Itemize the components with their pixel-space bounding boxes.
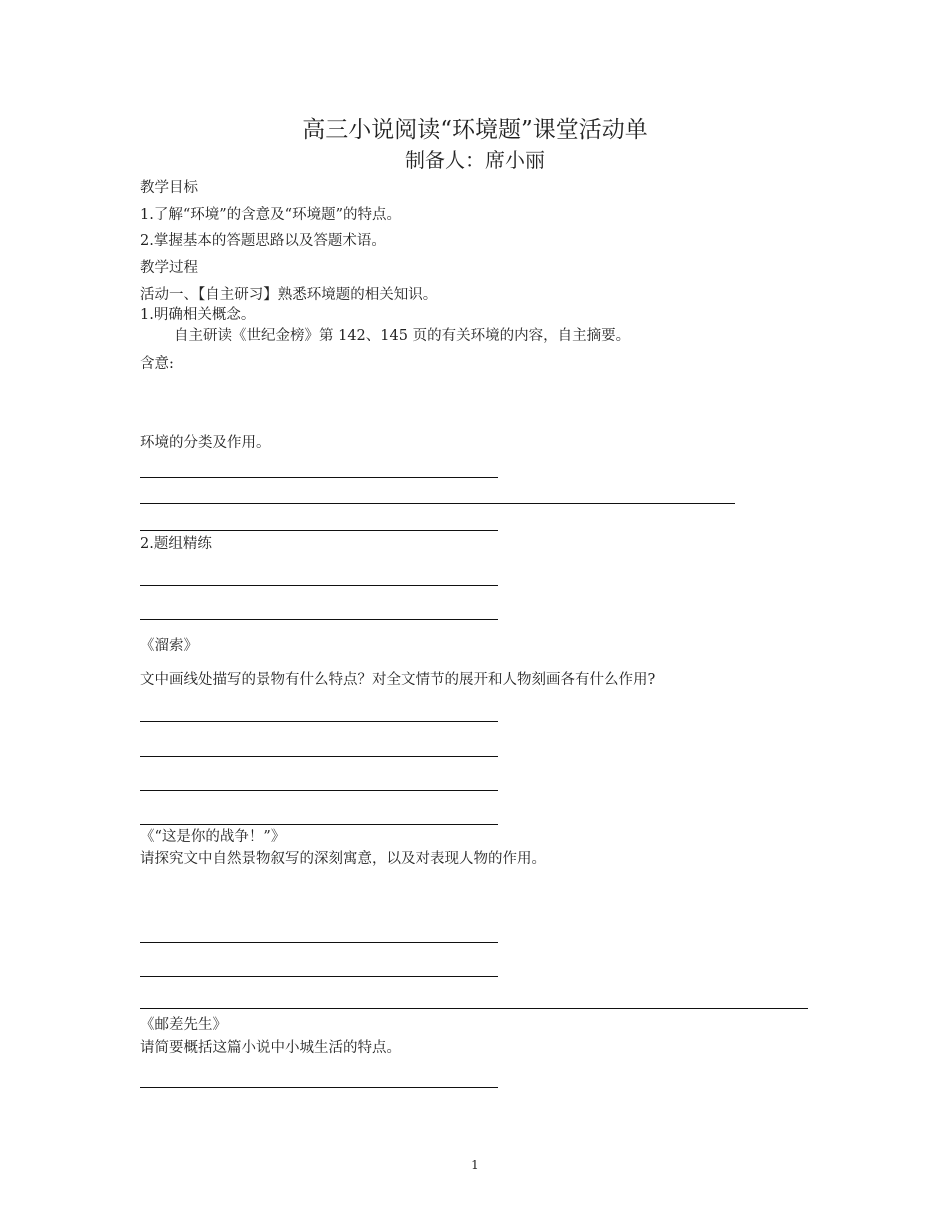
text-1-title: 《溜索》: [140, 638, 198, 654]
section-heading-goals: 教学目标: [140, 180, 198, 196]
classification-label: 环境的分类及作用。: [140, 435, 271, 451]
answer-line: [140, 790, 498, 791]
answer-line: [140, 756, 498, 757]
page-number: 1: [471, 1158, 479, 1172]
document-title: 高三小说阅读“环境题”课堂活动单: [302, 117, 648, 143]
answer-line: [140, 824, 498, 825]
text-1-question: 文中画线处描写的景物有什么特点？对全文情节的展开和人物刻画各有什么作用?: [140, 672, 656, 688]
answer-line: [140, 721, 498, 722]
answer-line: [140, 1008, 808, 1009]
answer-line: [140, 619, 498, 620]
text-2-question: 请探究文中自然景物叙写的深刻寓意，以及对表现人物的作用。: [140, 851, 546, 867]
section-heading-process: 教学过程: [140, 260, 198, 276]
step-2-heading: 2.题组精练: [140, 536, 212, 552]
step-1-detail: 自主研读《世纪金榜》第 142、145 页的有关环境的内容，自主摘要。: [174, 328, 631, 344]
step-1-heading: 1.明确相关概念。: [140, 307, 256, 323]
meaning-label: 含意:: [140, 356, 174, 372]
text-2-title: 《“这是你的战争！”》: [140, 829, 286, 845]
activity-heading: 活动一、【自主研习】熟悉环境题的相关知识。: [140, 287, 438, 303]
goal-item-2: 2.掌握基本的答题思路以及答题术语。: [140, 233, 386, 249]
answer-line: [140, 942, 498, 943]
answer-line: [140, 503, 735, 504]
answer-line: [140, 477, 498, 478]
answer-line: [140, 1087, 498, 1088]
answer-line: [140, 585, 498, 586]
author-line: 制备人：席小丽: [405, 148, 545, 172]
goal-item-1: 1.了解“环境”的含意及“环境题”的特点。: [140, 207, 401, 223]
text-3-question: 请简要概括这篇小说中小城生活的特点。: [140, 1040, 401, 1056]
answer-line: [140, 976, 498, 977]
answer-line: [140, 530, 498, 531]
text-3-title: 《邮差先生》: [140, 1017, 227, 1033]
